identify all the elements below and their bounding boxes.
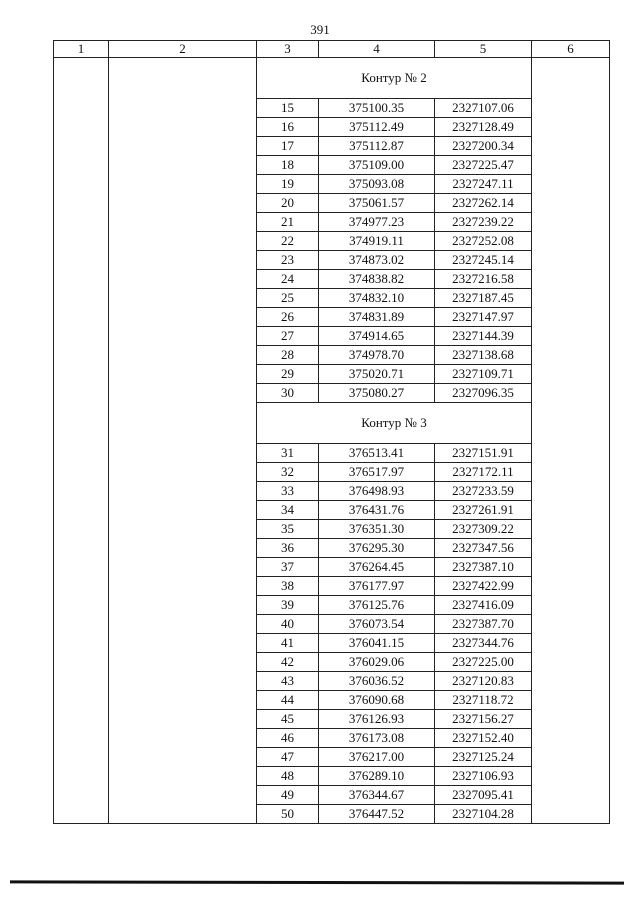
x-coordinate-cell: 374914.65 xyxy=(319,327,435,346)
y-coordinate-cell: 2327104.28 xyxy=(435,805,532,824)
point-number-cell: 15 xyxy=(257,99,319,118)
y-coordinate-cell: 2327138.68 xyxy=(435,346,532,365)
point-number-cell: 17 xyxy=(257,137,319,156)
y-coordinate-cell: 2327247.11 xyxy=(435,175,532,194)
point-number-cell: 47 xyxy=(257,748,319,767)
point-number-cell: 28 xyxy=(257,346,319,365)
x-coordinate-cell: 374832.10 xyxy=(319,289,435,308)
x-coordinate-cell: 375112.87 xyxy=(319,137,435,156)
contour-title: Контур № 3 xyxy=(257,403,532,444)
point-number-cell: 29 xyxy=(257,365,319,384)
y-coordinate-cell: 2327120.83 xyxy=(435,672,532,691)
point-number-cell: 48 xyxy=(257,767,319,786)
point-number-cell: 23 xyxy=(257,251,319,270)
x-coordinate-cell: 375061.57 xyxy=(319,194,435,213)
point-number-cell: 43 xyxy=(257,672,319,691)
x-coordinate-cell: 375100.35 xyxy=(319,99,435,118)
point-number-cell: 20 xyxy=(257,194,319,213)
point-number-cell: 39 xyxy=(257,596,319,615)
x-coordinate-cell: 376041.15 xyxy=(319,634,435,653)
x-coordinate-cell: 376173.08 xyxy=(319,729,435,748)
contour-title-row xyxy=(54,58,610,99)
y-coordinate-cell: 2327347.56 xyxy=(435,539,532,558)
x-coordinate-cell: 376295.30 xyxy=(319,539,435,558)
y-coordinate-cell: 2327106.93 xyxy=(435,767,532,786)
page-number: 391 xyxy=(310,22,330,37)
point-number-cell: 27 xyxy=(257,327,319,346)
point-number-cell: 24 xyxy=(257,270,319,289)
y-coordinate-cell: 2327109.71 xyxy=(435,365,532,384)
point-number-cell: 22 xyxy=(257,232,319,251)
point-number-cell: 42 xyxy=(257,653,319,672)
x-coordinate-cell: 374977.23 xyxy=(319,213,435,232)
point-number-cell: 35 xyxy=(257,520,319,539)
x-coordinate-cell: 375112.49 xyxy=(319,118,435,137)
y-coordinate-cell: 2327151.91 xyxy=(435,444,532,463)
x-coordinate-cell: 376289.10 xyxy=(319,767,435,786)
y-coordinate-cell: 2327261.91 xyxy=(435,501,532,520)
x-coordinate-cell: 376344.67 xyxy=(319,786,435,805)
x-coordinate-cell: 374919.11 xyxy=(319,232,435,251)
coordinates-table xyxy=(53,40,610,824)
y-coordinate-cell: 2327416.09 xyxy=(435,596,532,615)
point-number-cell: 18 xyxy=(257,156,319,175)
point-number-cell: 50 xyxy=(257,805,319,824)
x-coordinate-cell: 376351.30 xyxy=(319,520,435,539)
bottom-rule xyxy=(10,880,624,884)
column-header-5: 5 xyxy=(435,41,532,58)
point-number-cell: 49 xyxy=(257,786,319,805)
y-coordinate-cell: 2327128.49 xyxy=(435,118,532,137)
point-number-cell: 31 xyxy=(257,444,319,463)
point-number-cell: 34 xyxy=(257,501,319,520)
column-header-4: 4 xyxy=(319,41,435,58)
y-coordinate-cell: 2327344.76 xyxy=(435,634,532,653)
point-number-cell: 30 xyxy=(257,384,319,403)
point-number-cell: 41 xyxy=(257,634,319,653)
column-2-cell xyxy=(109,58,257,824)
x-coordinate-cell: 375080.27 xyxy=(319,384,435,403)
y-coordinate-cell: 2327152.40 xyxy=(435,729,532,748)
point-number-cell: 46 xyxy=(257,729,319,748)
y-coordinate-cell: 2327172.11 xyxy=(435,463,532,482)
y-coordinate-cell: 2327147.97 xyxy=(435,308,532,327)
x-coordinate-cell: 376090.68 xyxy=(319,691,435,710)
x-coordinate-cell: 376217.00 xyxy=(319,748,435,767)
x-coordinate-cell: 375109.00 xyxy=(319,156,435,175)
x-coordinate-cell: 376517.97 xyxy=(319,463,435,482)
y-coordinate-cell: 2327233.59 xyxy=(435,482,532,501)
y-coordinate-cell: 2327144.39 xyxy=(435,327,532,346)
y-coordinate-cell: 2327225.00 xyxy=(435,653,532,672)
y-coordinate-cell: 2327107.06 xyxy=(435,99,532,118)
point-number-cell: 25 xyxy=(257,289,319,308)
y-coordinate-cell: 2327118.72 xyxy=(435,691,532,710)
point-number-cell: 37 xyxy=(257,558,319,577)
point-number-cell: 19 xyxy=(257,175,319,194)
y-coordinate-cell: 2327387.70 xyxy=(435,615,532,634)
x-coordinate-cell: 376073.54 xyxy=(319,615,435,634)
x-coordinate-cell: 376498.93 xyxy=(319,482,435,501)
x-coordinate-cell: 375020.71 xyxy=(319,365,435,384)
column-header-2: 2 xyxy=(109,41,257,58)
y-coordinate-cell: 2327252.08 xyxy=(435,232,532,251)
point-number-cell: 26 xyxy=(257,308,319,327)
x-coordinate-cell: 376513.41 xyxy=(319,444,435,463)
y-coordinate-cell: 2327156.27 xyxy=(435,710,532,729)
point-number-cell: 36 xyxy=(257,539,319,558)
x-coordinate-cell: 375093.08 xyxy=(319,175,435,194)
y-coordinate-cell: 2327125.24 xyxy=(435,748,532,767)
column-header-3: 3 xyxy=(257,41,319,58)
table-body xyxy=(54,58,610,824)
contour-title: Контур № 2 xyxy=(257,58,532,99)
x-coordinate-cell: 374831.89 xyxy=(319,308,435,327)
y-coordinate-cell: 2327095.41 xyxy=(435,786,532,805)
y-coordinate-cell: 2327239.22 xyxy=(435,213,532,232)
x-coordinate-cell: 374838.82 xyxy=(319,270,435,289)
x-coordinate-cell: 376029.06 xyxy=(319,653,435,672)
point-number-cell: 21 xyxy=(257,213,319,232)
x-coordinate-cell: 376264.45 xyxy=(319,558,435,577)
point-number-cell: 45 xyxy=(257,710,319,729)
point-number-cell: 33 xyxy=(257,482,319,501)
x-coordinate-cell: 376126.93 xyxy=(319,710,435,729)
y-coordinate-cell: 2327387.10 xyxy=(435,558,532,577)
point-number-cell: 44 xyxy=(257,691,319,710)
y-coordinate-cell: 2327422.99 xyxy=(435,577,532,596)
point-number-cell: 40 xyxy=(257,615,319,634)
y-coordinate-cell: 2327187.45 xyxy=(435,289,532,308)
y-coordinate-cell: 2327200.34 xyxy=(435,137,532,156)
column-1-cell xyxy=(54,58,109,824)
y-coordinate-cell: 2327225.47 xyxy=(435,156,532,175)
x-coordinate-cell: 374873.02 xyxy=(319,251,435,270)
x-coordinate-cell: 376036.52 xyxy=(319,672,435,691)
y-coordinate-cell: 2327262.14 xyxy=(435,194,532,213)
y-coordinate-cell: 2327309.22 xyxy=(435,520,532,539)
x-coordinate-cell: 376447.52 xyxy=(319,805,435,824)
y-coordinate-cell: 2327096.35 xyxy=(435,384,532,403)
y-coordinate-cell: 2327245.14 xyxy=(435,251,532,270)
x-coordinate-cell: 374978.70 xyxy=(319,346,435,365)
point-number-cell: 38 xyxy=(257,577,319,596)
x-coordinate-cell: 376431.76 xyxy=(319,501,435,520)
header-row xyxy=(54,41,610,58)
x-coordinate-cell: 376125.76 xyxy=(319,596,435,615)
y-coordinate-cell: 2327216.58 xyxy=(435,270,532,289)
point-number-cell: 16 xyxy=(257,118,319,137)
column-6-cell xyxy=(532,58,610,824)
column-header-1: 1 xyxy=(54,41,109,58)
x-coordinate-cell: 376177.97 xyxy=(319,577,435,596)
column-header-6: 6 xyxy=(532,41,610,58)
point-number-cell: 32 xyxy=(257,463,319,482)
